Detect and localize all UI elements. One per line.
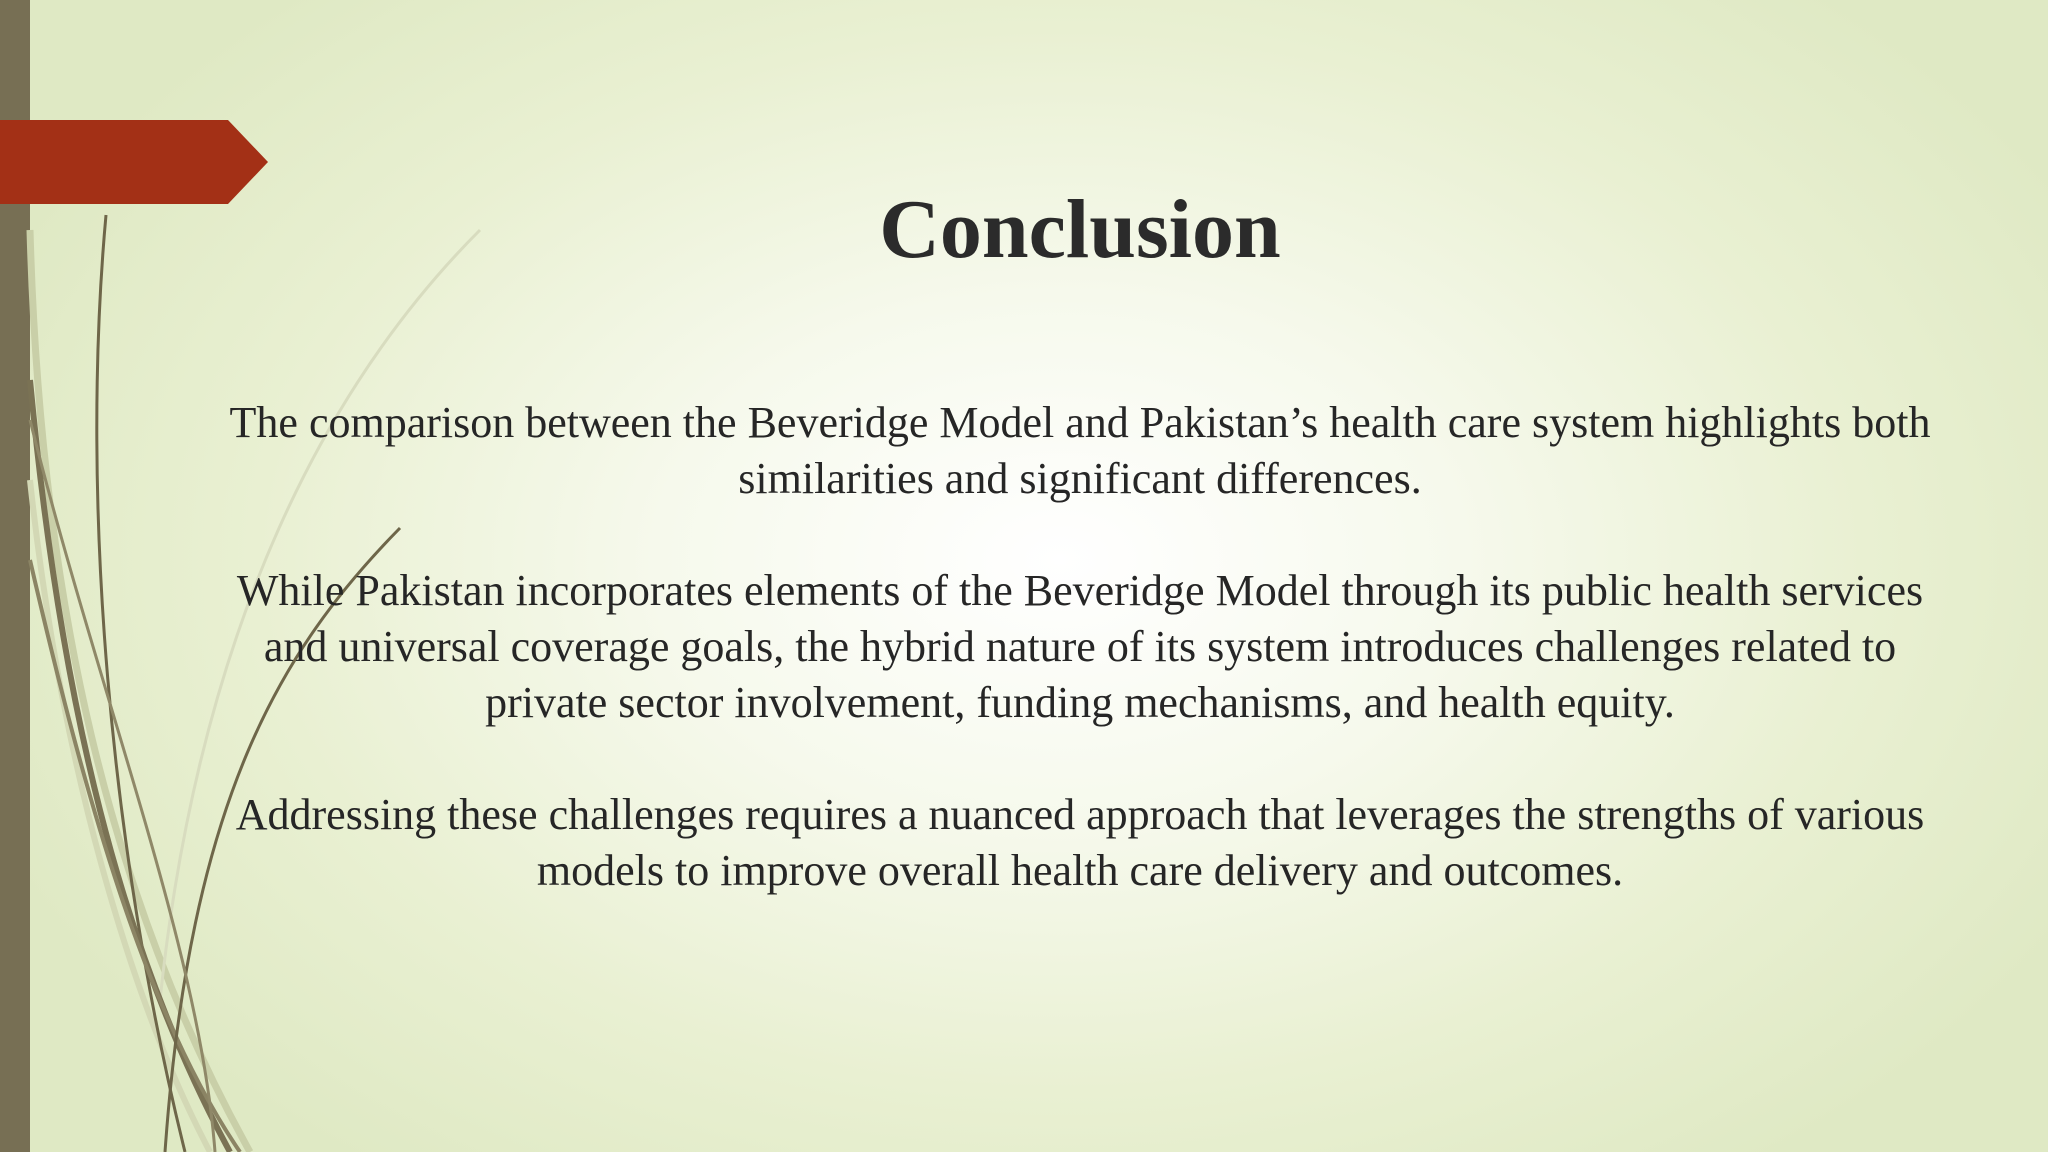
paragraph-hybrid-system: While Pakistan incorporates elements of the Beveridge Model through its public health services and universal coverage goals, the hybrid nature of its system introduces challenges related to private sector involvement, funding mechanisms, and health equity. (236, 566, 1924, 727)
slide-title: Conclusion (879, 183, 1281, 276)
grass-stroke-dark-5 (30, 420, 215, 1152)
paragraph-comparison: The comparison between the Beveridge Model and Pakistan’s health care system highlights both similarities and significant differences. (229, 398, 1931, 503)
red-arrow-tab (0, 120, 268, 204)
grass-stroke-dark-1 (97, 215, 185, 1152)
slide-body (200, 395, 1960, 955)
paragraph-addressing-challenges: Addressing these challenges requires a nuanced approach that leverages the strengths of various models to improve overall health care delivery and outcomes. (235, 790, 1925, 895)
